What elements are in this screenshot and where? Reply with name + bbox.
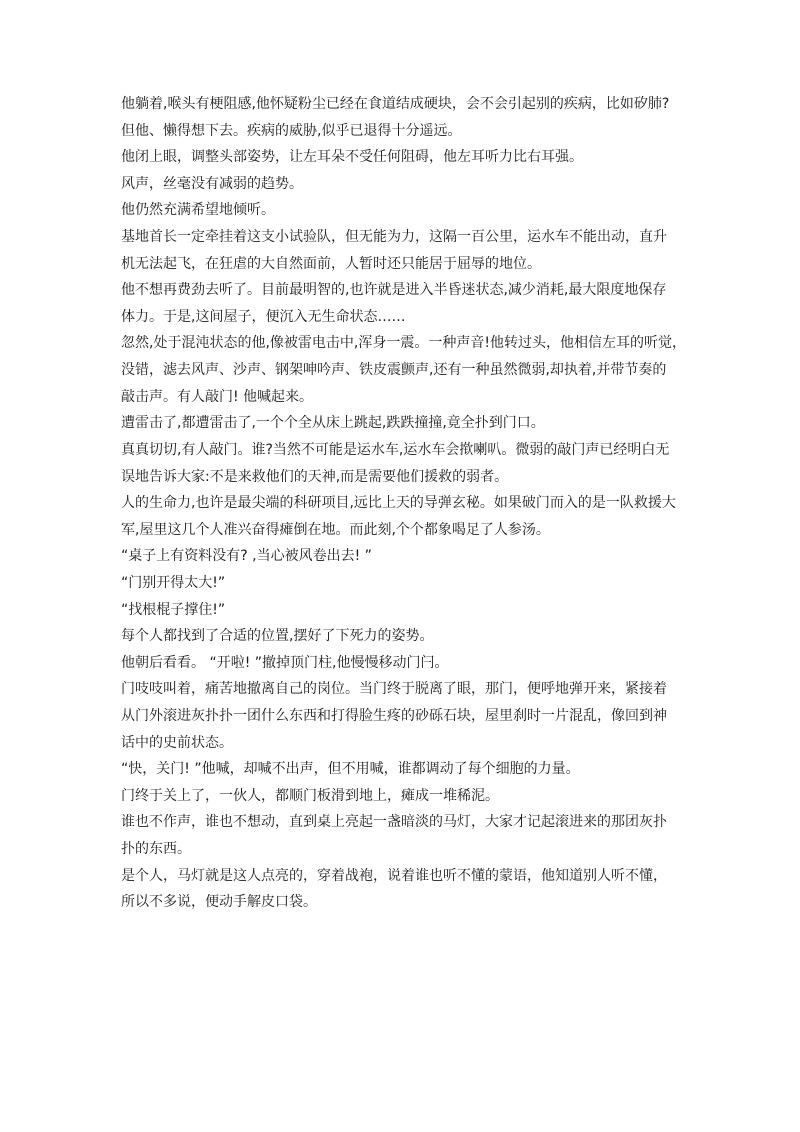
text-line: “桌子上有资料没有? ,当心被风卷出去! ”: [121, 548, 372, 565]
body-text: [121, 91, 691, 916]
text-line: 敲击声。有人敲门! 他喊起来。: [121, 388, 314, 405]
text-line: 他仍然充满希望地倾听。: [121, 202, 275, 219]
text-line: 门终于关上了，一伙人，都顺门板滑到地上，瘫成一堆稀泥。: [121, 787, 499, 804]
text-line: 没错，滤去风声、沙声、钢架呻吟声、铁皮震颤声,还有一种虽然微弱,却执着,并带节奏的: [121, 362, 667, 379]
text-line: 他闭上眼，调整头部姿势，让左耳朵不受任何阻碍，他左耳听力比右耳强。: [121, 149, 583, 166]
text-line: 是个人，马灯就是这人点亮的，穿着战袍，说着谁也听不懂的蒙语，他知道别人听不懂，: [121, 867, 667, 884]
text-line: 忽然,处于混沌状态的他,像被雷电击中,浑身一震。一种声音!他转过头，他相信左耳的听觉，: [121, 335, 686, 352]
text-line: 他躺着,喉头有梗阻感,他怀疑粉尘已经在食道结成硬块，会不会引起别的疾病，比如矽肺?: [121, 96, 670, 112]
text-line: 误地告诉大家:不是来救他们的天神,而是需要他们援救的弱者。: [121, 468, 509, 485]
text-line: 但他、懒得想下去。疾病的威胁,似乎已退得十分遥远。: [121, 122, 462, 139]
text-line: 机无法起飞，在狂虐的大自然面前，人暂时还只能居于屈辱的地位。: [121, 255, 541, 272]
text-line: “快，关门! ”他喊，却喊不出声，但不用喊，谁都调动了每个细胞的力量。: [121, 761, 580, 778]
text-line: 军,屋里这几个人准兴奋得瘫倒在地。而此刻,个个都象喝足了人参汤。: [121, 521, 550, 538]
text-line: 谁也不作声，谁也不想动，直到桌上亮起一盏暗淡的马灯，大家才记起滚进来的那团灰扑: [121, 814, 667, 831]
text-line: 真真切切,有人敲门。谁?当然不可能是运水车,运水车会揿喇叭。微弱的敲门声已经明白无: [121, 441, 670, 458]
text-line: 话中的史前状态。: [121, 734, 233, 751]
text-line: 每个人都找到了合适的位置,摆好了下死力的姿势。: [121, 628, 434, 645]
text-line: 风声，丝毫没有减弱的趋势。: [121, 175, 303, 192]
text-line: “门别开得太大!”: [121, 574, 226, 591]
text-line: 他朝后看看。 “开啦! ”撤掉顶门柱,他慢慢移动门闩。: [121, 654, 449, 671]
text-line: 扑的东西。: [121, 841, 191, 858]
text-line: 所以不多说，便动手解皮口袋。: [121, 894, 317, 911]
text-line: 基地首长一定牵挂着这支小试验队，但无能为力，这隔一百公里，运水车不能出动，直升: [121, 229, 667, 246]
text-line: 他不想再费劲去听了。目前最明智的,也许就是进入半昏迷状态,减少消耗,最大限度地保存: [121, 282, 667, 299]
text-line: 遭雷击了,都遭雷击了,一个个全从床上跳起,跌跌撞撞,竟全扑到门口。: [121, 415, 545, 432]
text-line: “找根棍子撑住!”: [121, 601, 226, 618]
text-line: 体力。于是,这间屋子，便沉入无生命状态……: [121, 308, 406, 325]
text-line: 人的生命力,也许是最尖端的科研项目,远比上天的导弹玄秘。如果破门而入的是一队救援大: [121, 495, 676, 512]
text-line: 门吱吱叫着，痛苦地撤离自己的岗位。当门终于脱离了眼，那门，便呼地弹开来，紧接着: [121, 681, 667, 698]
text-line: 从门外滚进灰扑扑一团什么东西和打得脸生疼的砂砾石块，屋里刹时一片混乱，像回到神: [121, 708, 667, 725]
